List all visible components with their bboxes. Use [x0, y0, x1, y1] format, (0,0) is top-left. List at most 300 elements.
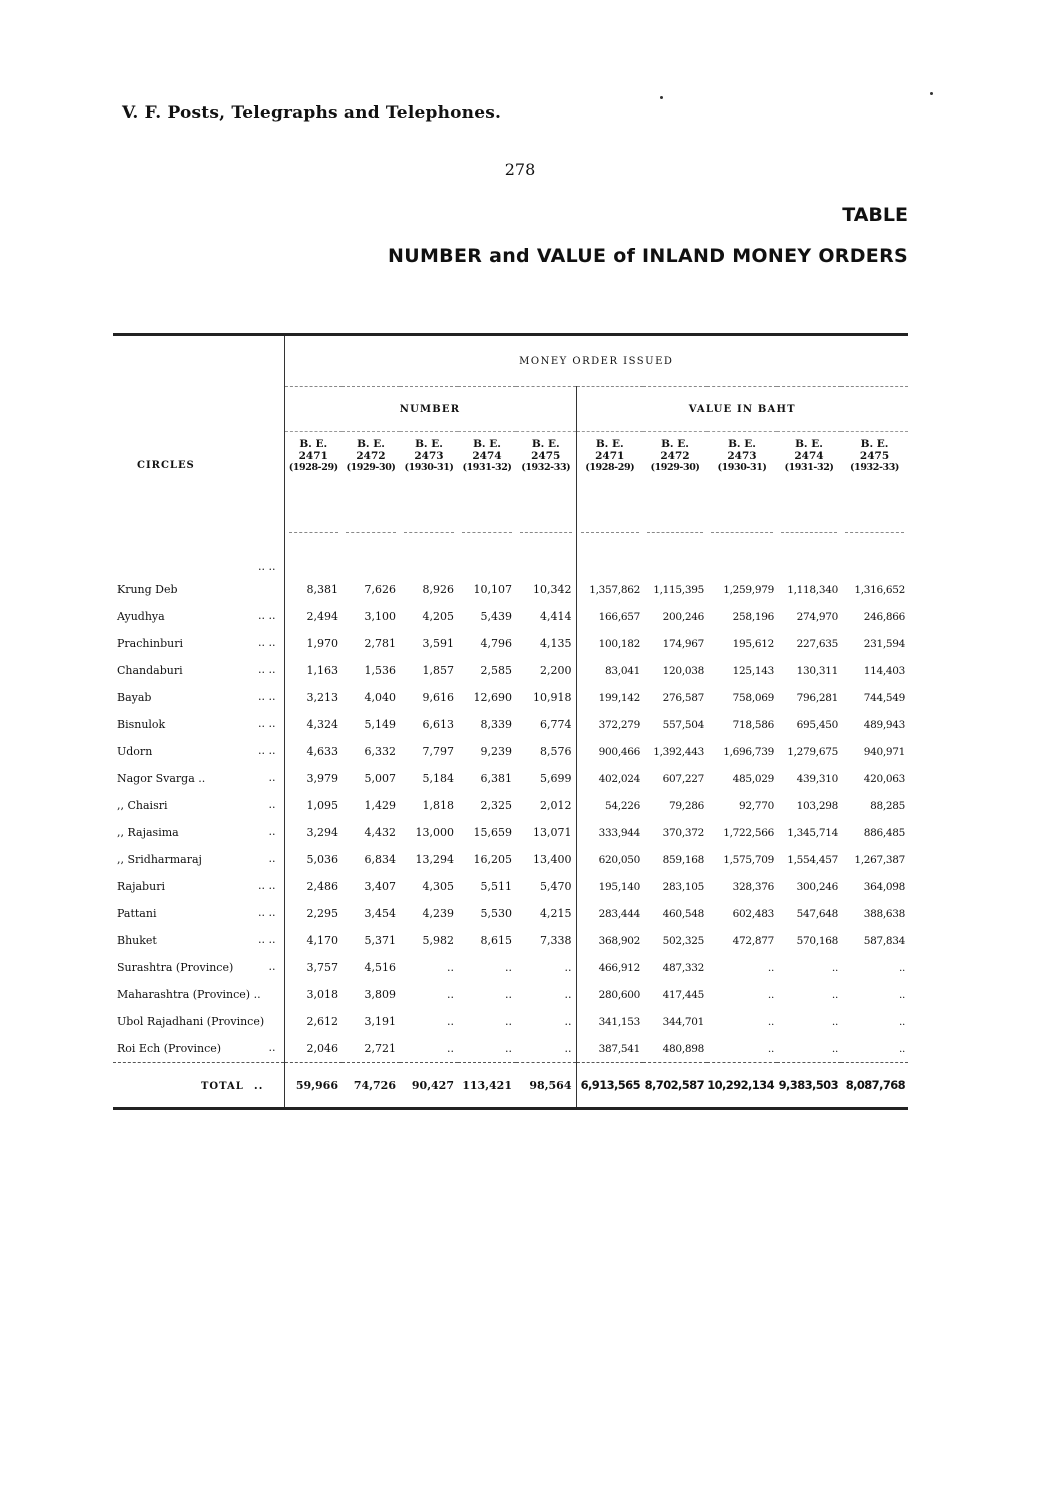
table-row	[113, 630, 908, 657]
column-header-be: B. E.	[415, 438, 443, 450]
number-cell: ..	[447, 961, 454, 974]
number-cell: 5,530	[480, 907, 512, 920]
table-row	[113, 1008, 908, 1035]
value-cell: 900,466	[576, 738, 643, 765]
circle-name-cell	[113, 554, 284, 603]
number-cell: ..	[564, 961, 572, 974]
number-cell: 13,400	[533, 853, 572, 866]
value-cell: 1,259,979	[723, 583, 774, 596]
number-cell: ..	[505, 1015, 512, 1028]
number-cell: 98,564	[516, 1063, 576, 1109]
value-cell: 200,246	[662, 610, 704, 623]
value-column-header	[777, 432, 841, 511]
header-gap-cell	[707, 510, 777, 554]
table-row	[113, 603, 908, 630]
value-cell: 1,696,739	[723, 745, 774, 758]
print-speck	[930, 92, 933, 95]
total-row	[113, 1063, 908, 1109]
value-cell: 8,702,587	[643, 1063, 707, 1109]
circle-name: Surashtra (Province)	[117, 961, 234, 974]
number-cell: 8,926	[422, 583, 454, 596]
header-rule	[404, 532, 454, 533]
number-cell: 2,781	[364, 637, 396, 650]
value-cell: ..	[831, 1042, 838, 1055]
header-rule	[845, 532, 904, 533]
number-cell: 4,796	[480, 637, 512, 650]
number-cell: ..	[564, 1042, 572, 1055]
value-cell: 328,376	[732, 880, 774, 893]
value-cell: 333,944	[576, 819, 643, 846]
header-gap-cell	[643, 510, 707, 554]
value-cell: 6,913,565	[576, 1063, 643, 1109]
value-cell: 246,866	[863, 610, 906, 623]
number-cell: 2,585	[480, 664, 512, 677]
number-cell: 3,407	[364, 880, 396, 893]
value-cell: 420,063	[863, 772, 906, 785]
page-number: 278	[504, 160, 536, 179]
value-cell: 695,450	[796, 718, 838, 731]
value-cell: 174,967	[662, 637, 704, 650]
money-order-issued-header: MONEY ORDER ISSUED	[519, 355, 674, 367]
value-cell: 466,912	[576, 954, 643, 981]
number-cell: 3,191	[364, 1015, 396, 1028]
column-header-period: (1931-32)	[462, 462, 512, 473]
circle-name: Bayab	[117, 691, 152, 704]
value-cell: 258,196	[732, 610, 774, 623]
number-cell: 12,690	[473, 691, 512, 704]
circle-name-cell	[113, 954, 284, 981]
value-column-header	[707, 432, 777, 511]
value-cell: 1,118,340	[787, 583, 838, 596]
value-cell: 100,182	[576, 630, 643, 657]
circle-name: Ubol Rajadhani (Province)	[117, 1015, 265, 1028]
number-cell: 7,626	[364, 583, 396, 596]
number-cell: 4,040	[364, 691, 396, 704]
number-cell: 7,338	[540, 934, 572, 947]
number-cell: 3,294	[306, 826, 338, 839]
value-cell: 547,648	[796, 907, 838, 920]
value-cell: 10,292,134	[707, 1063, 777, 1109]
value-cell: 718,586	[732, 718, 774, 731]
table-row	[113, 792, 908, 819]
value-cell: 276,587	[662, 691, 704, 704]
number-cell: 4,324	[306, 718, 338, 731]
value-cell: 602,483	[732, 907, 774, 920]
value-cell: 130,311	[796, 664, 838, 677]
value-cell: ..	[898, 1042, 906, 1055]
table-row	[113, 873, 908, 900]
leader-dots: ..	[253, 1078, 264, 1092]
circle-name-cell	[113, 900, 284, 927]
number-cell: 4,432	[364, 826, 396, 839]
value-cell: 370,372	[662, 826, 704, 839]
number-cell: 13,000	[415, 826, 454, 839]
value-cell: 88,285	[870, 799, 906, 812]
circle-name-cell	[113, 738, 284, 765]
circle-name: Nagor Svarga ..	[117, 772, 206, 785]
number-cell: 4,205	[422, 610, 454, 623]
number-cell: 90,427	[400, 1063, 458, 1109]
value-cell: 1,345,714	[787, 826, 838, 839]
circles-header-cell	[113, 335, 284, 555]
leader-dots: ..	[268, 1041, 276, 1054]
value-cell: ..	[831, 1015, 838, 1028]
value-cell: 1,722,566	[723, 826, 774, 839]
circle-name-cell	[113, 1008, 284, 1035]
header-rule	[289, 532, 339, 533]
value-cell: ..	[831, 961, 838, 974]
number-header: NUMBER	[284, 387, 576, 432]
table-row	[113, 819, 908, 846]
column-header-year: 2472	[660, 450, 690, 462]
table-row	[113, 684, 908, 711]
value-cell: 744,549	[863, 691, 906, 704]
circle-name-cell	[113, 819, 284, 846]
value-cell: 372,279	[576, 711, 643, 738]
circle-name: Ayudhya	[117, 610, 165, 623]
header-gap-cell	[576, 510, 643, 554]
circle-name: Maharashtra (Province) ..	[117, 988, 261, 1001]
leader-dots: .. ..	[258, 717, 276, 730]
value-cell: 195,140	[576, 873, 643, 900]
number-cell: 3,979	[306, 772, 338, 785]
number-cell: 13,294	[415, 853, 454, 866]
number-cell: 5,982	[422, 934, 454, 947]
value-cell: 114,403	[863, 664, 906, 677]
number-cell: 3,757	[306, 961, 338, 974]
column-header-year: 2473	[727, 450, 757, 462]
header-rule	[647, 532, 703, 533]
number-cell: 5,470	[540, 880, 572, 893]
number-cell: 1,970	[306, 637, 338, 650]
number-cell: 13,071	[533, 826, 572, 839]
leader-dots: .. ..	[258, 906, 276, 919]
header-gap-cell	[284, 510, 342, 554]
circle-name: Bhuket	[117, 934, 157, 947]
value-cell: 79,286	[669, 799, 704, 812]
column-header-period: (1929-30)	[650, 462, 700, 473]
number-cell: 15,659	[473, 826, 512, 839]
number-cell: 3,018	[306, 988, 338, 1001]
header-rule	[581, 532, 640, 533]
number-cell: 5,511	[480, 880, 512, 893]
number-cell: ..	[564, 988, 572, 1001]
table-row	[113, 738, 908, 765]
value-cell: 1,279,675	[787, 745, 838, 758]
money-order-table	[113, 333, 908, 1110]
number-cell: 7,797	[422, 745, 454, 758]
value-cell: 480,898	[662, 1042, 704, 1055]
number-cell: 8,339	[480, 718, 512, 731]
table-label: TABLE	[842, 204, 908, 226]
value-cell: 1,115,395	[653, 583, 704, 596]
leader-dots: .. ..	[258, 560, 276, 573]
circle-name-cell	[113, 846, 284, 873]
column-header-year: 2471	[298, 450, 328, 462]
value-cell: 886,485	[863, 826, 906, 839]
header-gap-cell	[458, 510, 516, 554]
value-cell: 120,038	[662, 664, 704, 677]
value-cell: 485,029	[732, 772, 774, 785]
circle-name: Prachinburi	[117, 637, 183, 650]
value-cell: ..	[898, 1015, 906, 1028]
number-cell: 1,818	[422, 799, 454, 812]
number-cell: 2,325	[480, 799, 512, 812]
number-cell: 2,295	[306, 907, 338, 920]
header-rule	[462, 532, 512, 533]
number-cell: 3,100	[364, 610, 396, 623]
number-cell: 2,612	[306, 1015, 338, 1028]
number-cell: 8,576	[540, 745, 572, 758]
value-cell: 587,834	[863, 934, 906, 947]
number-cell: 3,591	[422, 637, 454, 650]
number-cell: 4,633	[306, 745, 338, 758]
number-cell: 113,421	[458, 1063, 516, 1109]
number-cell: ..	[447, 1042, 454, 1055]
column-header-period: (1928-29)	[585, 462, 635, 473]
value-cell: ..	[767, 961, 774, 974]
value-cell: 859,168	[662, 853, 704, 866]
value-cell: 796,281	[796, 691, 838, 704]
value-cell: 364,098	[863, 880, 906, 893]
value-cell: ..	[767, 1015, 774, 1028]
value-cell: 274,970	[796, 610, 838, 623]
value-cell: 9,383,503	[777, 1063, 841, 1109]
number-cell: 3,213	[306, 691, 338, 704]
number-cell: 4,414	[540, 610, 572, 623]
header-gap-cell	[516, 510, 576, 554]
column-header-period: (1928-29)	[288, 462, 338, 473]
column-header-period: (1932-33)	[850, 462, 900, 473]
number-column-header	[458, 432, 516, 511]
number-cell: 4,516	[364, 961, 396, 974]
value-cell: 199,142	[576, 684, 643, 711]
number-cell: 2,494	[306, 610, 338, 623]
circle-name: ,, Rajasima	[117, 826, 179, 839]
table-row	[113, 711, 908, 738]
table-row	[113, 954, 908, 981]
number-column-header	[400, 432, 458, 511]
number-cell: 10,918	[533, 691, 572, 704]
section-heading: V. F. Posts, Telegraphs and Telephones.	[122, 103, 502, 123]
table-row	[113, 846, 908, 873]
number-cell: 4,239	[422, 907, 454, 920]
value-cell: 439,310	[796, 772, 838, 785]
number-cell: ..	[447, 1015, 454, 1028]
number-cell: 1,429	[364, 799, 396, 812]
number-cell: 8,615	[480, 934, 512, 947]
number-cell: 6,332	[364, 745, 396, 758]
total-label-cell	[113, 1063, 284, 1109]
number-cell: 5,007	[364, 772, 396, 785]
circle-name: ,, Chaisri	[117, 799, 168, 812]
leader-dots: .. ..	[258, 879, 276, 892]
value-cell: 195,612	[732, 637, 774, 650]
number-cell: 10,107	[473, 583, 512, 596]
print-speck	[660, 96, 663, 99]
leader-dots: .. ..	[258, 933, 276, 946]
number-cell: 2,200	[540, 664, 572, 677]
circle-name-cell	[113, 927, 284, 954]
value-in-baht-header: VALUE IN BAHT	[576, 387, 908, 432]
money-order-table-container	[113, 333, 908, 1110]
column-header-year: 2473	[414, 450, 444, 462]
number-cell: 8,381	[306, 583, 338, 596]
value-cell: 402,024	[576, 765, 643, 792]
column-header-be: B. E.	[531, 438, 560, 450]
circle-name-cell	[113, 1035, 284, 1063]
value-cell: 92,770	[739, 799, 774, 812]
number-cell: 6,381	[480, 772, 512, 785]
number-cell: 59,966	[284, 1063, 342, 1109]
value-cell: ..	[898, 961, 906, 974]
value-column-header	[841, 432, 908, 511]
leader-dots: .. ..	[258, 609, 276, 622]
circle-name-cell	[113, 792, 284, 819]
number-cell: ..	[505, 988, 512, 1001]
leader-dots: .. ..	[258, 663, 276, 676]
table-row	[113, 657, 908, 684]
circle-name: Pattani	[117, 907, 157, 920]
value-cell: 460,548	[662, 907, 704, 920]
header-rule	[520, 532, 572, 533]
number-cell: 4,135	[540, 637, 572, 650]
number-cell: 4,305	[422, 880, 454, 893]
value-cell: 1,357,862	[576, 554, 643, 603]
leader-dots: ..	[268, 798, 276, 811]
circle-name: ,, Sridharmaraj	[117, 853, 202, 866]
value-cell: ..	[831, 988, 838, 1001]
number-cell: 2,486	[306, 880, 338, 893]
column-header-year: 2474	[794, 450, 824, 462]
value-cell: 1,267,387	[854, 853, 906, 866]
value-cell: 620,050	[576, 846, 643, 873]
value-cell: ..	[767, 988, 774, 1001]
circle-name: Chandaburi	[117, 664, 183, 677]
value-cell: 283,105	[662, 880, 704, 893]
column-header-year: 2475	[531, 450, 561, 462]
number-cell: ..	[447, 988, 454, 1001]
value-column-header	[576, 432, 643, 511]
number-cell: 10,342	[533, 583, 572, 596]
number-cell: 5,439	[480, 610, 512, 623]
value-cell: 341,153	[576, 1008, 643, 1035]
number-cell: 6,834	[364, 853, 396, 866]
circle-name: Krung Deb	[117, 583, 178, 596]
column-header-period: (1930-31)	[717, 462, 767, 473]
header-rule	[711, 532, 773, 533]
column-header-be: B. E.	[661, 438, 689, 450]
leader-dots: ..	[268, 825, 276, 838]
value-cell: 1,554,457	[787, 853, 838, 866]
number-cell: 5,184	[422, 772, 454, 785]
table-row	[113, 765, 908, 792]
number-cell: 6,613	[422, 718, 454, 731]
table-row	[113, 900, 908, 927]
number-cell: ..	[564, 1015, 572, 1028]
value-cell: 388,638	[863, 907, 906, 920]
circle-name-cell	[113, 711, 284, 738]
number-cell: 9,616	[422, 691, 454, 704]
header-gap-cell	[777, 510, 841, 554]
column-header-be: B. E.	[595, 438, 624, 450]
column-header-be: B. E.	[473, 438, 501, 450]
value-cell: 487,332	[662, 961, 704, 974]
number-cell: 1,095	[306, 799, 338, 812]
value-cell: 368,902	[576, 927, 643, 954]
number-cell: 5,371	[364, 934, 396, 947]
number-cell: 74,726	[342, 1063, 400, 1109]
value-cell: ..	[767, 1042, 774, 1055]
leader-dots: ..	[268, 960, 276, 973]
header-gap-cell	[841, 510, 908, 554]
value-cell: 344,701	[662, 1015, 704, 1028]
value-cell: 570,168	[796, 934, 838, 947]
number-cell: 1,536	[364, 664, 396, 677]
number-cell: 5,149	[364, 718, 396, 731]
number-cell: 4,170	[306, 934, 338, 947]
circle-name: Udorn	[117, 745, 153, 758]
value-cell: 280,600	[576, 981, 643, 1008]
number-column-header	[284, 432, 342, 511]
value-cell: 502,325	[662, 934, 704, 947]
circle-name-cell	[113, 765, 284, 792]
number-cell: 3,809	[364, 988, 396, 1001]
column-header-period: (1929-30)	[346, 462, 396, 473]
column-header-year: 2474	[472, 450, 502, 462]
column-header-be: B. E.	[860, 438, 889, 450]
value-cell: 1,316,652	[854, 583, 906, 596]
column-header-year: 2472	[356, 450, 386, 462]
number-cell: 1,163	[306, 664, 338, 677]
value-cell: 607,227	[662, 772, 704, 785]
value-cell: ..	[898, 988, 906, 1001]
value-cell: 54,226	[576, 792, 643, 819]
column-header-period: (1931-32)	[784, 462, 834, 473]
value-cell: 103,298	[796, 799, 838, 812]
leader-dots: ..	[268, 771, 276, 784]
circle-name-cell	[113, 684, 284, 711]
table-title: NUMBER and VALUE of INLAND MONEY ORDERS	[388, 245, 908, 267]
number-column-header	[516, 432, 576, 511]
number-cell: ..	[505, 961, 512, 974]
column-header-year: 2471	[595, 450, 625, 462]
leader-dots: ..	[268, 852, 276, 865]
value-cell: 83,041	[576, 657, 643, 684]
total-label: TOTAL	[200, 1080, 244, 1092]
circle-name: Rajaburi	[117, 880, 165, 893]
number-cell: 16,205	[473, 853, 512, 866]
number-cell: ..	[505, 1042, 512, 1055]
table-row	[113, 927, 908, 954]
circles-header: CIRCLES	[137, 459, 195, 471]
value-cell: 940,971	[863, 745, 906, 758]
table-row	[113, 981, 908, 1008]
number-cell: 3,454	[364, 907, 396, 920]
circle-name: Bisnulok	[117, 718, 166, 731]
header-gap-cell	[342, 510, 400, 554]
number-cell: 2,012	[540, 799, 572, 812]
column-header-be: B. E.	[299, 438, 328, 450]
number-cell: 5,036	[306, 853, 338, 866]
value-cell: 125,143	[732, 664, 774, 677]
column-header-be: B. E.	[728, 438, 756, 450]
value-cell: 231,594	[863, 637, 906, 650]
header-rule	[781, 532, 837, 533]
leader-dots: .. ..	[258, 690, 276, 703]
circle-name-cell	[113, 657, 284, 684]
number-cell: 5,699	[540, 772, 572, 785]
